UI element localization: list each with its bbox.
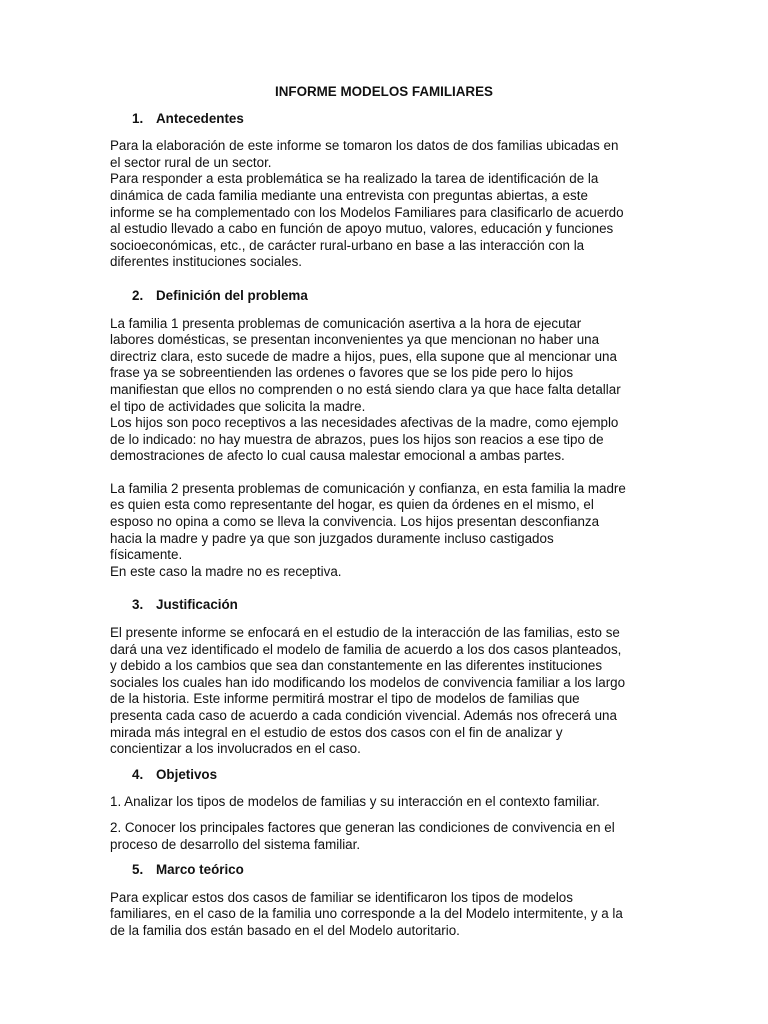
section-number: 2. bbox=[132, 287, 144, 303]
section-title: Definición del problema bbox=[156, 287, 308, 303]
paragraph-justificacion: El presente informe se enfocará en el estudio de la interacción de las familias, esto se dará una vez identificado el modelo de familia de acuerdo a los dos casos planteados, y debido a los cambios que sea dan constantemente en las diferentes instituciones sociales los cuales han ido modificando los modelos de convivencia familiar a los largo de la historia. Este informe permitirá mostrar el tipo de modelos de familias que presenta cada caso de acuerdo a cada condición vivencial. Además nos ofrecerá una mirada más integral en el estudio de estos dos casos con el fin de analizar y concientizar a los involucrados en el caso. bbox=[110, 625, 626, 757]
section-heading-definicion bbox=[110, 288, 658, 305]
document-page bbox=[110, 84, 658, 940]
document-title: INFORME MODELOS FAMILIARES bbox=[275, 84, 493, 99]
section-title: Objetivos bbox=[156, 766, 218, 782]
section-title: Antecedentes bbox=[156, 110, 244, 126]
section-heading-antecedentes bbox=[110, 111, 658, 128]
section-number: 5. bbox=[132, 862, 144, 878]
section-title: Justificación bbox=[156, 597, 238, 613]
section-heading-marco-teorico bbox=[110, 862, 658, 879]
section-title: Marco teórico bbox=[156, 862, 244, 878]
objective-2: 2. Conocer los principales factores que generan las condiciones de convivencia en el proceso de desarrollo del sistema familiar. bbox=[110, 819, 615, 852]
section-heading-objetivos bbox=[110, 767, 658, 784]
objective-1: 1. Analizar los tipos de modelos de familias y su interacción en el contexto familiar. bbox=[110, 794, 600, 810]
section-heading-justificacion bbox=[110, 597, 658, 614]
paragraph-familia-2: La familia 2 presenta problemas de comunicación y confianza, en esta familia la madre es quien esta como representante del hogar, es quien da órdenes en el mismo, el esposo no opina a como se lleva la convivencia. Los hijos presentan desconfianza hacia la madre y padre ya que son juzgados duramente incluso castigados físicamente. En este caso la madre no es receptiva. bbox=[110, 480, 626, 579]
paragraph-antecedentes: Para la elaboración de este informe se tomaron los datos de dos familias ubicadas en el sector rural de un sector. Para responder a esta problemática se ha realizado la tarea de identificación de la dinámica de cada familia mediante una entrevista con preguntas abiertas, a este informe se ha complementado con los Modelos Familiares para clasificarlo de acuerdo al estudio llevado a cabo en función de apoyo mutuo, valores, educación y funciones socioeconómicas, etc., de carácter rural-urbano en base a las interacción con la diferentes instituciones sociales. bbox=[110, 138, 624, 270]
paragraph-familia-1: La familia 1 presenta problemas de comunicación asertiva a la hora de ejecutar labores domésticas, se presentan inconvenientes ya que mencionan no haber una directriz clara, esto sucede de madre a hijos, pues, ella supone que al mencionar una frase ya se sobreentienden las ordenes o favores que se los pide pero lo hijos manifiestan que ellos no comprenden o no está siendo clara ya que hace falta detallar el tipo de actividades que solicita la madre. Los hijos son poco receptivos a las necesidades afectivas de la madre, como ejemplo de lo indicado: no hay muestra de abrazos, pues los hijos son reacios a ese tipo de demostraciones de afecto lo cual causa malestar emocional a ambas partes. bbox=[110, 315, 621, 464]
section-number: 3. bbox=[132, 597, 144, 613]
section-number: 1. bbox=[132, 110, 144, 126]
section-number: 4. bbox=[132, 766, 144, 782]
paragraph-marco-teorico: Para explicar estos dos casos de familiar se identificaron los tipos de modelos familiares, en el caso de la familia uno corresponde a la del Modelo intermitente, y a la de la familia dos están basado en el del Modelo autoritario. bbox=[110, 889, 623, 938]
